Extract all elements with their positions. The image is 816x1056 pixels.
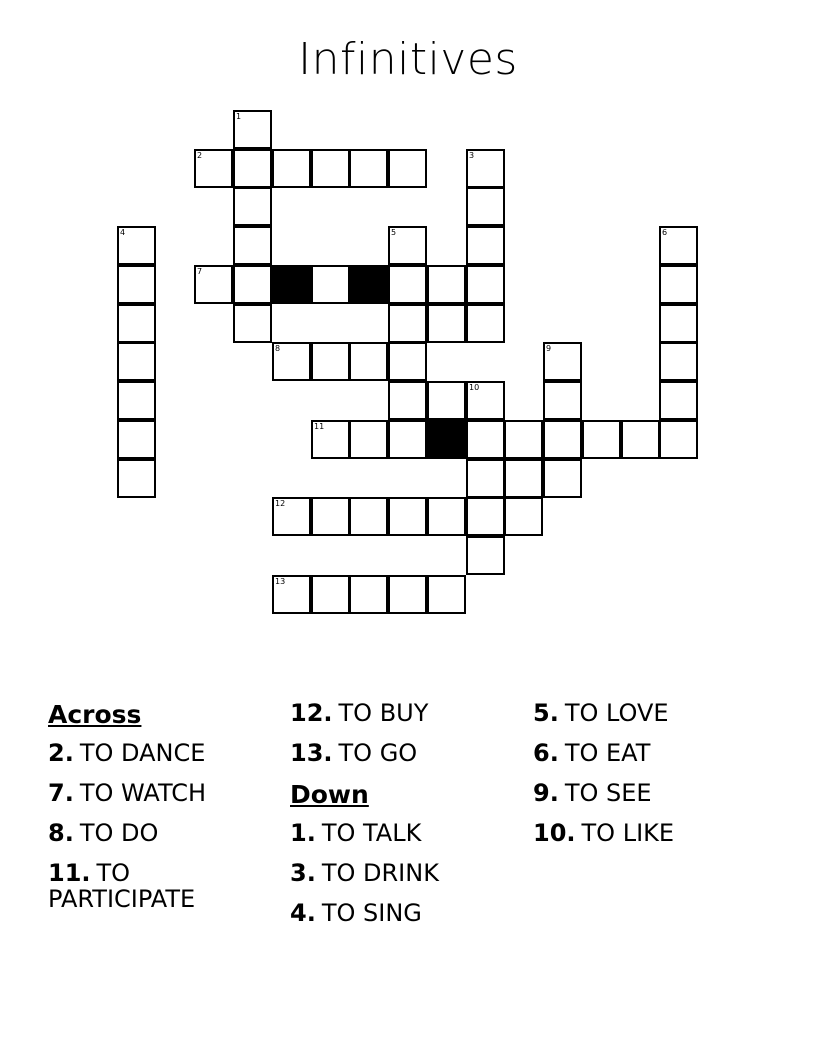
black-cell	[272, 265, 311, 304]
clue-number: 8.	[48, 819, 74, 847]
grid-cell[interactable]	[388, 149, 427, 188]
grid-cell[interactable]	[543, 420, 582, 459]
grid-cell[interactable]	[233, 304, 272, 343]
grid-cell[interactable]	[233, 265, 272, 304]
grid-cell[interactable]	[466, 497, 505, 536]
clue-down-3	[290, 860, 510, 886]
grid-cell[interactable]	[117, 381, 156, 420]
grid-cell[interactable]	[621, 420, 660, 459]
puzzle-title: Infinitives	[298, 34, 518, 85]
grid-cell[interactable]	[272, 575, 311, 614]
grid-cell[interactable]	[233, 187, 272, 226]
grid-cell[interactable]	[388, 497, 427, 536]
grid-cell[interactable]	[194, 265, 233, 304]
across-heading: Across	[48, 700, 142, 729]
grid-cell[interactable]	[117, 342, 156, 381]
grid-cell[interactable]	[427, 497, 466, 536]
grid-cell[interactable]	[466, 304, 505, 343]
black-cell	[349, 265, 388, 304]
grid-cell[interactable]	[659, 265, 698, 304]
clue-across-13	[290, 740, 510, 766]
grid-cell[interactable]	[504, 497, 543, 536]
grid-cell[interactable]	[543, 459, 582, 498]
grid-cell[interactable]	[388, 226, 427, 265]
grid-cell[interactable]	[311, 149, 350, 188]
clue-number: 5.	[533, 699, 559, 727]
clue-text: TO TALK	[321, 819, 422, 847]
grid-cell[interactable]	[388, 575, 427, 614]
clue-text: TO LIKE	[581, 819, 675, 847]
grid-cell[interactable]	[504, 420, 543, 459]
grid-cell[interactable]	[466, 187, 505, 226]
grid-cell[interactable]	[194, 149, 233, 188]
clue-number: 7.	[48, 779, 74, 807]
grid-cell[interactable]	[311, 265, 350, 304]
clue-number: 1.	[290, 819, 316, 847]
grid-cell[interactable]	[311, 342, 350, 381]
grid-cell[interactable]	[466, 459, 505, 498]
black-cell	[427, 420, 466, 459]
clue-number: 2.	[48, 739, 74, 767]
grid-cell[interactable]	[349, 420, 388, 459]
grid-cell[interactable]	[233, 226, 272, 265]
grid-cell[interactable]	[427, 381, 466, 420]
clue-text: TO DANCE	[79, 739, 206, 767]
clue-text: TO DO	[79, 819, 159, 847]
grid-cell[interactable]	[388, 304, 427, 343]
clue-across-12	[290, 700, 510, 726]
cell-number: 8	[275, 344, 281, 353]
grid-cell[interactable]	[117, 304, 156, 343]
clue-down-5	[533, 700, 753, 726]
clue-text: TO SING	[321, 899, 422, 927]
grid-cell[interactable]	[311, 497, 350, 536]
grid-cell[interactable]	[659, 420, 698, 459]
clue-down-4	[290, 900, 510, 926]
clue-text: TO LOVE	[564, 699, 669, 727]
grid-cell[interactable]	[233, 149, 272, 188]
grid-cell[interactable]	[659, 226, 698, 265]
clue-number: 9.	[533, 779, 559, 807]
clue-down-6	[533, 740, 753, 766]
grid-cell[interactable]	[311, 420, 350, 459]
clue-number: 3.	[290, 859, 316, 887]
grid-cell[interactable]	[659, 342, 698, 381]
grid-cell[interactable]	[427, 575, 466, 614]
grid-cell[interactable]	[272, 149, 311, 188]
grid-cell[interactable]	[117, 226, 156, 265]
grid-cell[interactable]	[388, 265, 427, 304]
cell-number: 7	[197, 267, 203, 276]
clue-number: 10.	[533, 819, 576, 847]
grid-cell[interactable]	[117, 420, 156, 459]
grid-cell[interactable]	[659, 304, 698, 343]
clue-number: 11.	[48, 859, 91, 887]
grid-cell[interactable]	[582, 420, 621, 459]
grid-cell[interactable]	[349, 342, 388, 381]
cell-number: 1	[236, 112, 242, 121]
grid-cell[interactable]	[466, 536, 505, 575]
clue-down-1	[290, 820, 510, 846]
grid-cell[interactable]	[349, 497, 388, 536]
cell-number: 11	[314, 422, 325, 431]
cell-number: 9	[546, 344, 552, 353]
clue-text: TO BUY	[338, 699, 429, 727]
grid-cell[interactable]	[466, 265, 505, 304]
grid-cell[interactable]	[272, 342, 311, 381]
clues-column-2	[290, 700, 510, 940]
clue-across-7	[48, 780, 268, 806]
cell-number: 12	[275, 499, 286, 508]
cell-number: 5	[391, 228, 397, 237]
grid-cell[interactable]	[659, 381, 698, 420]
clues-column-3	[533, 700, 753, 860]
clue-number: 13.	[290, 739, 333, 767]
cell-number: 2	[197, 151, 203, 160]
clue-text: TO PARTICIPATE	[48, 859, 196, 913]
grid-cell[interactable]	[233, 110, 272, 149]
grid-cell[interactable]	[388, 381, 427, 420]
grid-cell[interactable]	[543, 381, 582, 420]
grid-cell[interactable]	[466, 381, 505, 420]
clue-across-2	[48, 740, 268, 766]
down-heading: Down	[290, 780, 369, 809]
grid-cell[interactable]	[466, 149, 505, 188]
clue-number: 12.	[290, 699, 333, 727]
clue-text: TO EAT	[564, 739, 651, 767]
grid-cell[interactable]	[311, 575, 350, 614]
grid-cell[interactable]	[388, 342, 427, 381]
grid-cell[interactable]	[349, 149, 388, 188]
grid-cell[interactable]	[117, 265, 156, 304]
clue-number: 4.	[290, 899, 316, 927]
clue-text: TO WATCH	[79, 779, 207, 807]
grid-cell[interactable]	[504, 459, 543, 498]
grid-cell[interactable]	[349, 575, 388, 614]
cell-number: 10	[469, 383, 480, 392]
clues-column-1	[48, 700, 268, 926]
cell-number: 4	[120, 228, 126, 237]
clue-across-11	[48, 860, 223, 912]
grid-cell[interactable]	[466, 226, 505, 265]
clue-down-9	[533, 780, 753, 806]
cell-number: 3	[469, 151, 475, 160]
grid-cell[interactable]	[388, 420, 427, 459]
grid-cell[interactable]	[272, 497, 311, 536]
grid-cell[interactable]	[427, 265, 466, 304]
grid-cell[interactable]	[543, 342, 582, 381]
grid-cell[interactable]	[466, 420, 505, 459]
cell-number: 6	[662, 228, 668, 237]
clue-down-10	[533, 820, 753, 846]
clue-across-8	[48, 820, 268, 846]
clue-number: 6.	[533, 739, 559, 767]
grid-cell[interactable]	[427, 304, 466, 343]
clue-text: TO GO	[338, 739, 418, 767]
clue-text: TO DRINK	[321, 859, 439, 887]
clue-text: TO SEE	[564, 779, 652, 807]
cell-number: 13	[275, 577, 286, 586]
grid-cell[interactable]	[117, 459, 156, 498]
